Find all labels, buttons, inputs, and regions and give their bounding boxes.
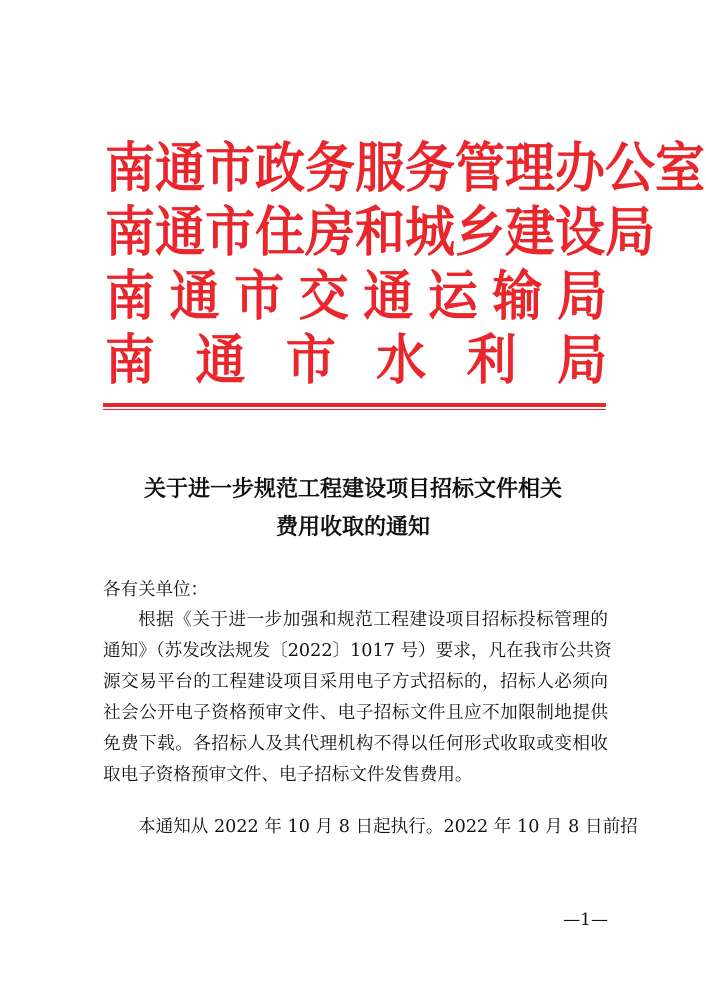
issuer-character: 南 bbox=[105, 135, 155, 200]
body-line: 源交易平台的工程建设项目采用电子方式招标的，招标人必须向 bbox=[103, 672, 608, 692]
letterhead-red-rule bbox=[103, 403, 606, 407]
letterhead-issuers bbox=[105, 135, 705, 392]
document-title-line: 费用收取的通知 bbox=[275, 514, 430, 540]
issuer-character: 服 bbox=[355, 135, 405, 200]
body-line: 本通知从 2022 年 10 月 8 日起执行。2022 年 10 月 8 日前招 bbox=[138, 817, 638, 837]
issuer-character: 建 bbox=[505, 199, 555, 264]
issuer-character: 局 bbox=[556, 327, 607, 392]
issuer-character: 市 bbox=[234, 263, 285, 328]
issuer-character: 南 bbox=[105, 327, 155, 392]
issuer-character: 利 bbox=[466, 327, 517, 392]
issuer-character: 管 bbox=[455, 135, 505, 200]
issuer-character: 水 bbox=[376, 327, 427, 392]
issuer-character: 务 bbox=[305, 135, 355, 200]
body-line: 根据《关于进一步加强和规范工程建设项目招标投标管理的 bbox=[138, 610, 608, 630]
issuer-character: 市 bbox=[205, 199, 255, 264]
page-number: —1— bbox=[563, 910, 608, 930]
body-paragraph-2 bbox=[138, 812, 638, 843]
issuer-character: 乡 bbox=[455, 199, 505, 264]
body-line: 免费下载。各招标人及其代理机构不得以任何形式收取或变相收 bbox=[103, 734, 608, 754]
issuer-character: 输 bbox=[492, 263, 543, 328]
issuer-character: 理 bbox=[505, 135, 555, 200]
issuer-character: 和 bbox=[355, 199, 405, 264]
issuer-character: 市 bbox=[205, 135, 255, 200]
issuer-character: 运 bbox=[427, 263, 478, 328]
issuer-character: 通 bbox=[155, 135, 205, 200]
issuer-name bbox=[105, 328, 607, 392]
issuer-name bbox=[105, 135, 705, 200]
issuer-character: 通 bbox=[155, 199, 205, 264]
issuer-character: 南 bbox=[105, 263, 155, 328]
issuer-character: 住 bbox=[255, 199, 305, 264]
issuer-name bbox=[105, 199, 655, 264]
body-paragraph-1 bbox=[103, 605, 612, 791]
salutation: 各有关单位： bbox=[103, 580, 208, 600]
issuer-character: 房 bbox=[305, 199, 355, 264]
issuer-character: 南 bbox=[105, 199, 155, 264]
body-line: 社会公开电子资格预审文件、电子招标文件且应不加限制地提供 bbox=[103, 703, 608, 723]
issuer-character: 设 bbox=[555, 199, 605, 264]
issuer-character: 公 bbox=[605, 135, 655, 200]
issuer-name bbox=[105, 264, 607, 328]
document-title-line: 关于进一步规范工程建设项目招标文件相关 bbox=[143, 476, 562, 502]
issuer-character: 城 bbox=[405, 199, 455, 264]
issuer-character: 室 bbox=[655, 135, 705, 200]
issuer-character: 务 bbox=[405, 135, 455, 200]
body-line: 通知》（苏发改法规发〔2022〕1017 号）要求，凡在我市公共资 bbox=[103, 641, 612, 661]
issuer-character: 交 bbox=[298, 263, 349, 328]
issuer-character: 办 bbox=[555, 135, 605, 200]
issuer-character: 市 bbox=[285, 327, 336, 392]
issuer-character: 局 bbox=[605, 199, 655, 264]
body-line: 取电子资格预审文件、电子招标文件发售费用。 bbox=[103, 765, 473, 785]
issuer-character: 通 bbox=[169, 263, 220, 328]
issuer-character: 通 bbox=[195, 327, 246, 392]
issuer-character: 局 bbox=[556, 263, 607, 328]
issuer-character: 通 bbox=[363, 263, 414, 328]
letterhead-red-rule-thin bbox=[103, 409, 606, 410]
issuer-character: 政 bbox=[255, 135, 305, 200]
document-title bbox=[100, 470, 606, 546]
